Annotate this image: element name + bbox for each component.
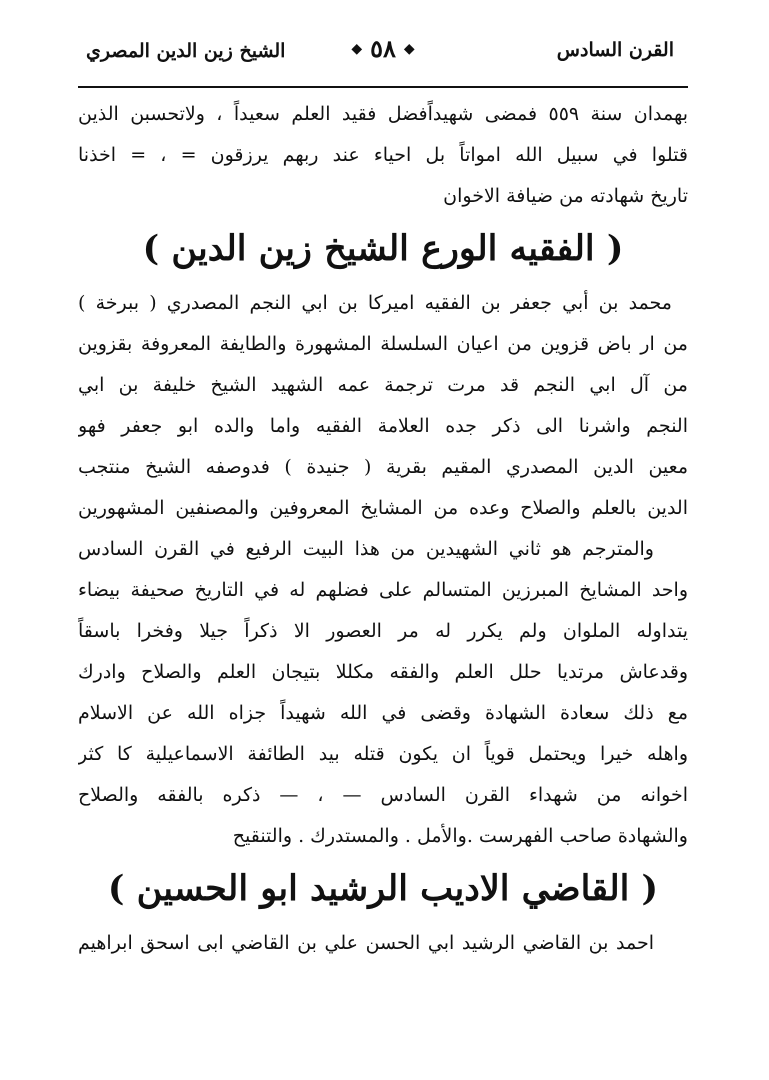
page-header [78,24,688,84]
page-number-group [351,34,414,63]
text-line: احمد بن القاضي الرشيد ابي الحسن علي بن القاضي ابى اسحق ابراهيم [78,932,654,954]
text-line: والشهادة صاحب الفهرست .والأمل . والمستدرك . والتنقيح [232,825,688,847]
diamond-ornament-icon: ◆ [403,40,415,57]
text-line: النجم واشرنا الى ذكر جده العلامة الفقيه واما والده ابو جعفر فهو [78,415,688,437]
text-line: واحد المشايخ المبرزين المتسالم على فضلهم له في التاريخ صحيفة بيضاء [78,579,688,601]
text-line: اخوانه من شهداء القرن السادس — ، — ذكره بالفقه والصلاح [78,784,688,806]
paragraph-1 [78,94,688,217]
paragraph-2 [78,283,688,529]
text-line: من آل ابي النجم قد مرت ترجمة عمه الشهيد الشيخ خليفة بن ابي [78,374,688,396]
section-heading: ( الفقيه الورع الشيخ زين الدين ) [142,228,624,269]
page-body [78,94,688,964]
section-heading: ( القاضي الاديب الرشيد ابو الحسين ) [107,868,659,909]
text-line: واهله خيرا ويحتمل قوياً ان يكون قتله بيد الطائفة الاسماعيلية كا كثر [78,743,688,765]
text-line: من ار باض قزوين من اعيان السلسلة المشهورة والطايفة المعروفة بقزوين [78,333,688,355]
diamond-ornament-icon: ◆ [351,40,363,57]
paragraph-3 [78,529,688,857]
text-line: قتلوا في سبيل الله امواتاً بل احياء عند ربهم يرزقون = ، = اخذنا [78,144,688,166]
text-line: وقدعاش مرتديا حلل العلم والفقه مكللا بتيجان العلم والصلاح وادرك [78,661,688,683]
header-rule [78,86,688,88]
text-line: معين الدين المصدري المقيم بقرية ( جنيدة ) فدوصفه الشيخ منتجب [78,456,688,478]
page-number: ٥٨ [370,34,396,63]
text-line: مع ذلك سعادة الشهادة وقضى في الله شهيداً جزاه الله عن الاسلام [78,702,688,724]
document-page [78,24,688,1064]
text-line: تاريخ شهادته من ضيافة الاخوان [443,185,688,207]
text-line: بهمدان سنة ٥٥٩ فمضى شهيداًفضل فقيد العلم سعيداً ، ولاتحسبن الذين [78,103,688,125]
running-title: الشيخ زين الدين المصري [86,40,286,62]
chapter-heading: القرن السادس [556,39,674,61]
text-line: يتداوله الملوان ولم يكرر له مر العصور الا ذكراً جيلا وفخرا باسقاً [78,620,688,642]
text-line: محمد بن أبي جعفر بن الفقيه اميركا بن ابي النجم المصدري ( ببرخة ) [78,292,672,314]
text-line: الدين بالعلم والصلاح وعده من المشايخ المعروفين والمصنفين المشهورين [78,497,688,519]
paragraph-4 [78,923,688,964]
text-line: والمترجم هو ثاني الشهيدين من هذا البيت الرفيع في القرن السادس [78,538,654,560]
